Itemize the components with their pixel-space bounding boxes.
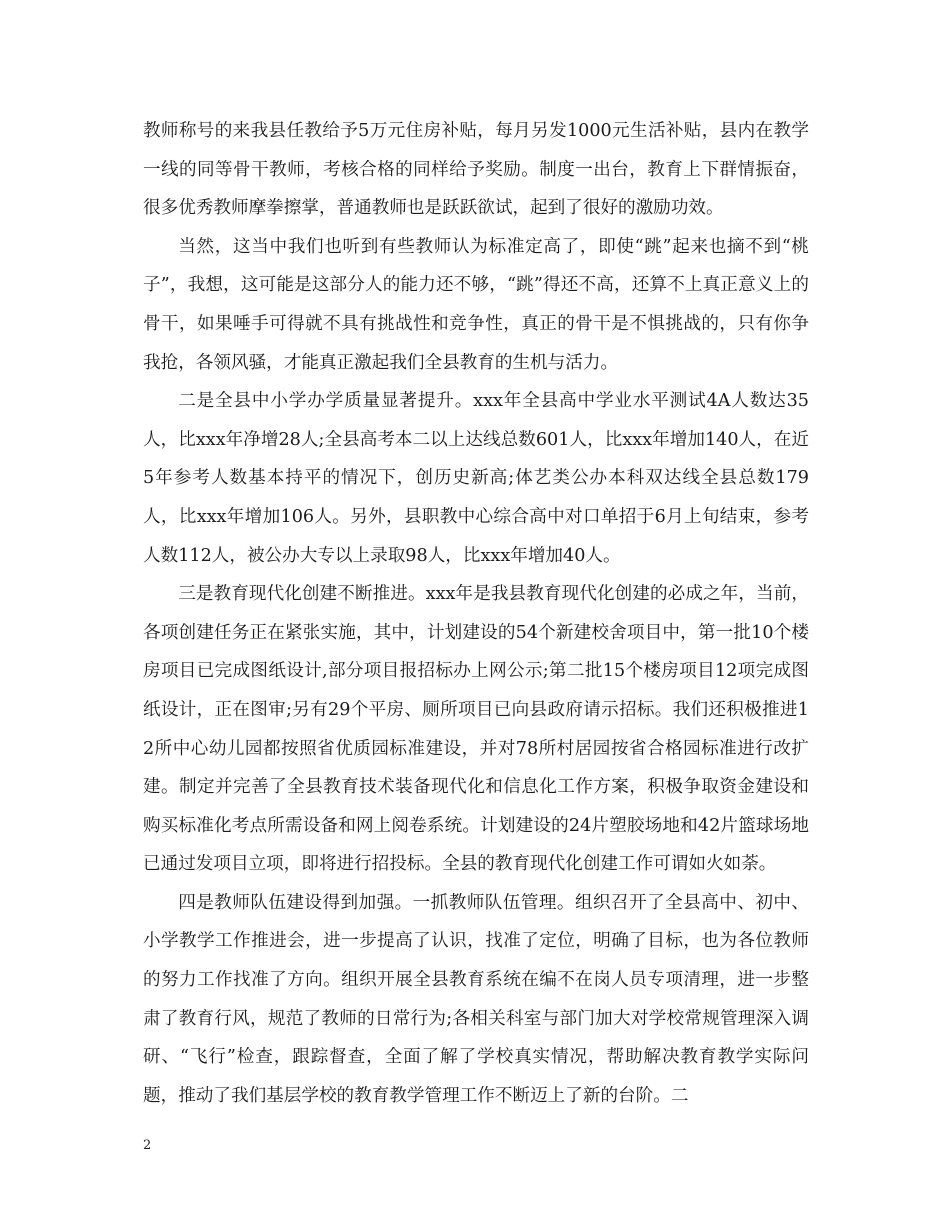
paragraph-3: 二是全县中小学办学质量显著提升。xxx年全县高中学业水平测试4A人数达35人，比xxx年净增28人;全县高考本二以上达线总数601人，比xxx年增加140人，在近5年参考人数基本持平的情况下，创历史新高;体艺类公办本科双达线全县总数179人，比xxx年增加106人。另外，县职教中心综合高中对口单招于6月上旬结束，参考人数112人，被公办大专以上录取98人，比xxx年增加40人。	[143, 391, 809, 566]
paragraph-1: 教师称号的来我县任教给予5万元住房补贴，每月另发1000元生活补贴，县内在教学一线的同等骨干教师，考核合格的同样给予奖励。制度一出台，教育上下群情振奋，很多优秀教师摩拳擦掌，普通教师也是跃跃欲试，起到了很好的激励功效。	[143, 121, 809, 219]
paragraph-5: 四是教师队伍建设得到加强。一抓教师队伍管理。组织召开了全县高中、初中、小学教学工作推进会，进一步提高了认识，找准了定位，明确了目标，也为各位教师的努力工作找准了方向。组织开展全县教育系统在编不在岗人员专项清理，进一步整肃了教育行风，规范了教师的日常行为;各相关科室与部门加大对学校常规管理深入调研、“飞行”检查，跟踪督查，全面了解了学校真实情况，帮助解决教育教学实际问题，推动了我们基层学校的教育教学管理工作不断迈上了新的台阶。二	[143, 892, 809, 1106]
page-number: 2	[143, 1138, 152, 1153]
paragraph-2: 当然，这当中我们也听到有些教师认为标准定高了，即使“跳”起来也摘不到“桃子”，我想，这可能是这部分人的能力还不够，“跳”得还不高，还算不上真正意义上的骨干，如果唾手可得就不具有挑战性和竞争性，真正的骨干是不惧挑战的，只有你争我抢，各领风骚，才能真正激起我们全县教育的生机与活力。	[143, 236, 809, 373]
paragraph-4: 三是教育现代化创建不断推进。xxx年是我县教育现代化创建的必成之年，当前，各项创建任务正在紧张实施，其中，计划建设的54个新建校舍项目中，第一批10个楼房项目已完成图纸设计,部分项目报招标办上网公示;第二批15个楼房项目12项完成图纸设计，正在图审;另有29个平房、厕所项目已向县政府请示招标。我们还积极推进12所中心幼儿园都按照省优质园标准建设，并对78所村居园按省合格园标准进行改扩建。制定并完善了全县教育技术装备现代化和信息化工作方案，积极争取资金建设和购买标准化考点所需设备和网上阅卷系统。计划建设的24片塑胶场地和42片篮球场地已通过发项目立项，即将进行招投标。全县的教育现代化创建工作可谓如火如荼。	[143, 584, 809, 875]
document-body	[143, 112, 809, 1115]
